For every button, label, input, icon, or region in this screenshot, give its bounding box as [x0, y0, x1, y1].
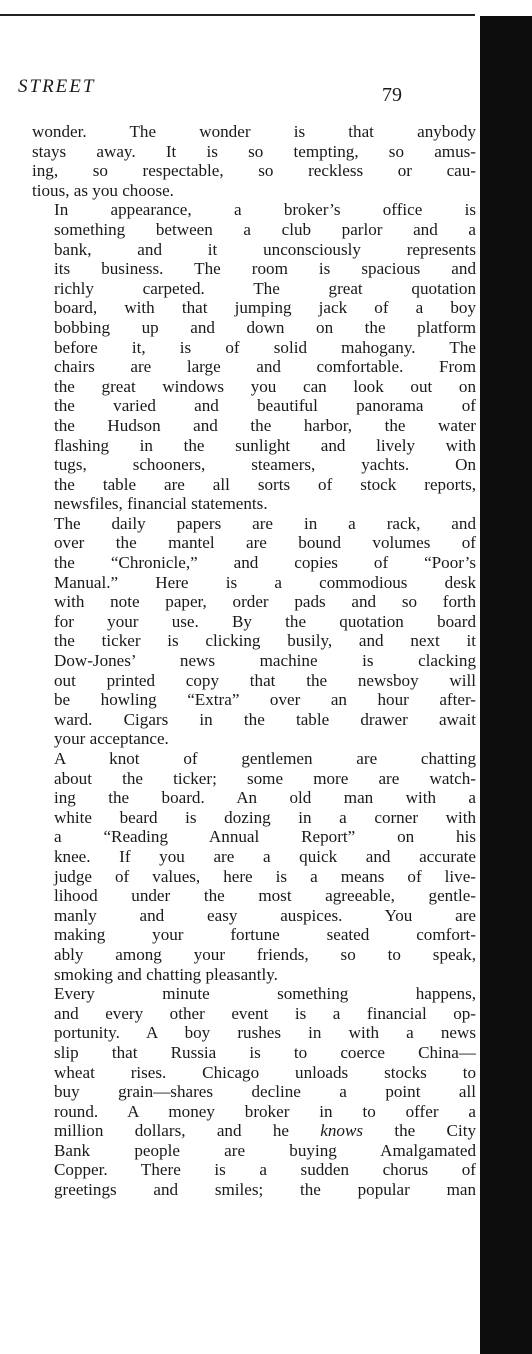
- text-line: manly and easy auspices. You are: [54, 905, 476, 925]
- text-line: bobbing up and down on the platform: [54, 317, 476, 337]
- paragraph: [32, 122, 476, 200]
- text-line: wheat rises. Chicago unloads stocks to: [54, 1062, 476, 1082]
- emphasis: knows: [320, 1121, 364, 1141]
- text-line: Dow-Jones’ news machine is clacking: [54, 651, 476, 671]
- text-line: stays away. It is so tempting, so amus-: [32, 141, 476, 161]
- text-line: white beard is dozing in a corner with: [54, 807, 476, 827]
- text-line: before it, is of solid mahogany. The: [54, 337, 476, 357]
- text-line: lihood under the most agreeable, gentle-: [54, 886, 476, 906]
- text-line: the table are all sorts of stock reports,: [54, 474, 476, 494]
- text-line: smoking and chatting pleasantly.: [54, 964, 278, 984]
- body-text: [32, 122, 476, 1200]
- text-line: slip that Russia is to coerce China—: [54, 1042, 476, 1062]
- text-line: the varied and beautiful panorama of: [54, 396, 476, 416]
- text-line: tugs, schooners, steamers, yachts. On: [54, 455, 476, 475]
- text-line: wonder. The wonder is that anybody: [32, 122, 476, 141]
- text-line: In appearance, a broker’s office is: [54, 200, 476, 220]
- text-line: with note paper, order pads and so forth: [54, 592, 476, 612]
- text-line: the Hudson and the harbor, the water: [54, 415, 476, 435]
- text-line: buy grain—shares decline a point all: [54, 1082, 476, 1102]
- page-edge-shadow: [480, 16, 532, 1354]
- text-line: chairs are large and comfortable. From: [54, 357, 476, 377]
- text-line: million dollars, and he knows the City: [54, 1121, 476, 1141]
- text-line: making your fortune seated comfort-: [54, 925, 476, 945]
- text-line: the “Chronicle,” and copies of “Poor’s: [54, 553, 476, 573]
- text-line: knee. If you are a quick and accurate: [54, 846, 476, 866]
- text-line: over the mantel are bound volumes of: [54, 533, 476, 553]
- page-number: 79: [382, 84, 402, 106]
- text-line: be howling “Extra” over an hour after-: [54, 690, 476, 710]
- text-line: round. A money broker in to offer a: [54, 1101, 476, 1121]
- text-line: Copper. There is a sudden chorus of: [54, 1160, 476, 1180]
- text-line: portunity. A boy rushes in with a news: [54, 1023, 476, 1043]
- text-line: board, with that jumping jack of a boy: [54, 298, 476, 318]
- text-line: flashing in the sunlight and lively with: [54, 435, 476, 455]
- text-line: a “Reading Annual Report” on his: [54, 827, 476, 847]
- text-line: A knot of gentlemen are chatting: [54, 749, 476, 768]
- text-line: The daily papers are in a rack, and: [54, 513, 476, 533]
- paragraph: [32, 514, 476, 749]
- text-line: its business. The room is spacious and: [54, 259, 476, 279]
- text-line: ward. Cigars in the table drawer await: [54, 709, 476, 729]
- text-line: richly carpeted. The great quotation: [54, 278, 476, 298]
- text-line: and every other event is a financial op-: [54, 1003, 476, 1023]
- paragraph: [32, 984, 476, 1200]
- top-rule: [0, 14, 475, 16]
- text-line: Every minute something happens,: [54, 984, 476, 1004]
- text-line: ably among your friends, so to speak,: [54, 944, 476, 964]
- running-head: STREET: [18, 76, 96, 97]
- text-line: Manual.” Here is a commodious desk: [54, 572, 476, 592]
- text-line: judge of values, here is a means of live-: [54, 866, 476, 886]
- text-line: ing the board. An old man with a: [54, 788, 476, 808]
- text-line: for your use. By the quotation board: [54, 611, 476, 631]
- text-line: your acceptance.: [54, 729, 169, 749]
- text-line: the great windows you can look out on: [54, 376, 476, 396]
- text-line: newsfiles, financial statements.: [54, 494, 268, 514]
- text-line: greetings and smiles; the popular man: [54, 1180, 476, 1200]
- text-line: Bank people are buying Amalgamated: [54, 1140, 476, 1160]
- text-line: the ticker is clicking busily, and next it: [54, 631, 476, 651]
- text-line: bank, and it unconsciously represents: [54, 239, 476, 259]
- text-line: about the ticker; some more are watch-: [54, 768, 476, 788]
- paragraph: [32, 200, 476, 514]
- text-line: out printed copy that the newsboy will: [54, 670, 476, 690]
- paragraph: [32, 749, 476, 984]
- text-line: tious, as you choose.: [32, 180, 174, 200]
- text-line: something between a club parlor and a: [54, 219, 476, 239]
- text-line: ing, so respectable, so reckless or cau-: [32, 161, 476, 181]
